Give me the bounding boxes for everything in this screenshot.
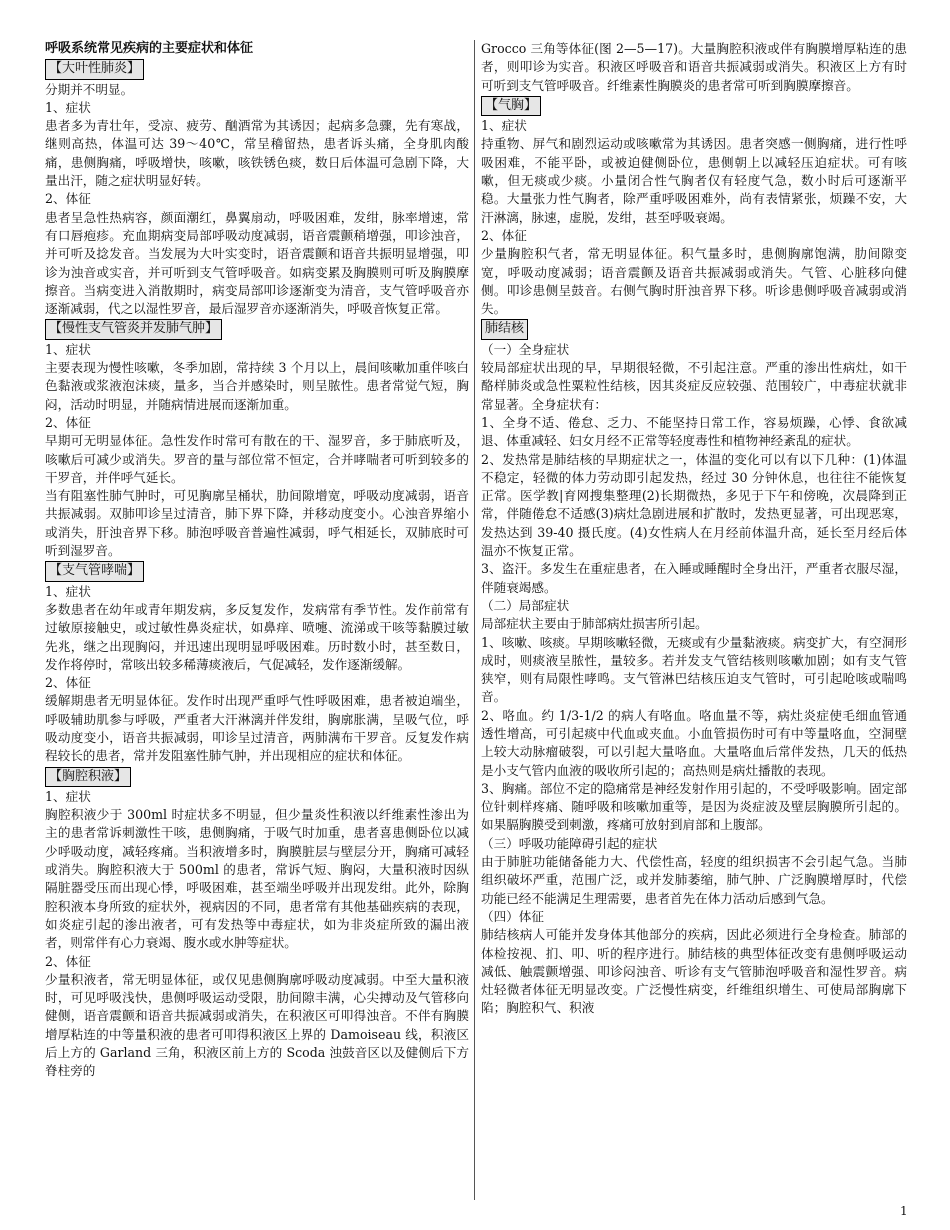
- paragraph: 2、体征: [481, 227, 527, 243]
- section-header: 肺结核: [481, 319, 528, 339]
- paragraph-row: [45, 806, 469, 952]
- section-header-row: [45, 58, 469, 80]
- paragraph-row: [481, 227, 907, 245]
- paragraph-row: [45, 692, 469, 765]
- paragraph: 2、咯血。约 1/3-1/2 的病人有咯血。咯血量不等，病灶炎症使毛细血管通透性增高，可引起痰中代血或夹血。小血管损伤时可有中等量咯血，空洞壁上较大动脉瘤破裂，可以引起大量咯血。大量咯血后常伴发热，几天的低热是小支气管内血液的吸收所引起的；高热则是病灶播散的表现。: [481, 707, 907, 778]
- paragraph: 1、全身不适、倦怠、乏力、不能坚持日常工作，容易烦躁，心悸、食欲减退、体重减轻、妇女月经不正常等轻度毒性和植物神经紊乱的症状。: [481, 414, 907, 449]
- paragraph: 1、症状: [45, 99, 91, 115]
- paragraph-row: [481, 341, 907, 359]
- paragraph: 2、体征: [45, 675, 91, 691]
- paragraph: 2、体征: [45, 414, 91, 430]
- right-column-content: [481, 40, 907, 1018]
- right-column: [481, 40, 907, 1200]
- paragraph-row: [481, 117, 907, 135]
- paragraph-row: [45, 81, 469, 99]
- paragraph: 胸腔积液少于 300ml 时症状多不明显，但少量炎性积液以纤维素性渗出为主的患者常诉刺激性干咳，患侧胸痛，于吸气时加重，患者喜患侧卧位以减少呼吸动度，减轻疼痛。当积液增多时，胸膜脏层与壁层分开，胸痛可减轻或消失。胸腔积液大于 500ml 的患者，常诉气短、胸闷，大量积液时因纵隔脏器受压而出现心悸，呼吸困难，甚至端坐呼吸并出现发绀。此外，除胸腔积液本身所致的症状外，视病因的不同，患者常有其他基础疾病的表现，如炎症引起的渗出液者，可有发热等中毒症状，如为非炎症所致的漏出液者，则常伴有心力衰竭、腹水或水肿等症状。: [45, 807, 469, 951]
- paragraph: 持重物、屏气和剧烈运动或咳嗽常为其诱因。患者突感一侧胸痛，进行性呼吸困难，不能平卧，或被迫健侧卧位，患侧朝上以减轻压迫症状。可有咳嗽，但无痰或少痰。小量闭合性气胸者仅有轻度气急，数小时后可逐渐平稳。大量张力性气胸者，除严重呼吸困难外，尚有表情紧张，烦躁不安，大汗淋漓，脉速，虚脱，发绀，甚至呼吸衰竭。: [481, 136, 907, 225]
- paragraph: 分期并不明显。: [45, 81, 134, 97]
- left-column-content: [45, 58, 469, 1080]
- paragraph: 1、症状: [481, 118, 527, 134]
- paragraph: 少量胸腔积气者，常无明显体征。积气量多时，患侧胸廓饱满，肋间隙变宽，呼吸动度减弱；语音震颤及语音共振减弱或消失。气管、心脏移向健侧。叩诊患侧呈鼓音。右侧气胸时肝浊音界下移。听诊患侧呼吸音减弱或消失。: [481, 246, 907, 317]
- paragraph: 2、体征: [45, 191, 91, 207]
- paragraph-row: [481, 908, 907, 926]
- paragraph-row: [45, 190, 469, 208]
- paragraph-row: [481, 780, 907, 835]
- paragraph-row: [481, 634, 907, 707]
- paragraph: 患者多为青壮年，受凉、疲劳、酗酒常为其诱因；起病多急骤，先有寒战，继则高热，体温可达 39～40℃，常呈稽留热，患者诉头痛，全身肌肉酸痛，患侧胸痛，呼吸增快，咳嗽，咳铁锈色痰，数日后体温可急剧下降，大量出汗，随之症状明显好转。: [45, 118, 469, 189]
- section-header: 【气胸】: [481, 96, 541, 116]
- paragraph-row: [45, 788, 469, 806]
- paragraph: Grocco 三角等体征(图 2—5—17)。大量胸腔积液或伴有胸膜增厚粘连的患者，则叩诊为实音。积液区呼吸音和语音共振减弱或消失。积液区上方有时可听到支气管呼吸音。纤维素性胸膜炎的患者常可听到胸膜摩擦音。: [481, 41, 907, 93]
- paragraph-row: [45, 414, 469, 432]
- paragraph: 缓解期患者无明显体征。发作时出现严重呼气性呼吸困难，患者被迫端坐，呼吸辅助肌参与呼吸，严重者大汗淋漓并伴发绀，胸廓胀满，呈吸气位，呼吸动度变小，语音共振减弱，叩诊呈过清音，两肺满布干罗音。反复发作病程较长的患者，常并发阻塞性肺气肿，并出现相应的症状和体征。: [45, 693, 469, 764]
- paragraph: （一）全身症状: [481, 341, 570, 357]
- paragraph-row: [481, 926, 907, 1017]
- section-header: 【慢性支气管炎并发肺气肿】: [45, 319, 222, 339]
- paragraph: 1、症状: [45, 788, 91, 804]
- paragraph: 局部症状主要由于肺部病灶损害所引起。: [481, 616, 708, 632]
- paragraph: 1、咳嗽、咳痰。早期咳嗽轻微，无痰或有少量黏液痰。病变扩大，有空洞形成时，则痰液呈脓性，量较多。若并发支气管结核则咳嗽加剧；如有支气管狭窄，则有局限性哮鸣。支气管淋巴结核压迫支气管时，可引起呛咳或喘鸣音。: [481, 634, 907, 705]
- paragraph-row: [481, 451, 907, 561]
- paragraph-row: [481, 560, 907, 597]
- paragraph: 多数患者在幼年或青年期发病，多反复发作，发病常有季节性。发作前常有过敏原接触史，或过敏性鼻炎症状，如鼻痒、喷嚏、流涕或干咳等黏膜过敏先兆，继之出现胸闷，并迅速出现明显呼吸困难。历时数小时，甚至数日，发作将停时，常咳出较多稀薄痰液后，气促减轻，发作逐渐缓解。: [45, 601, 469, 672]
- section-header-row: [45, 318, 469, 340]
- paragraph: 由于肺脏功能储备能力大、代偿性高，轻度的组织损害不会引起气急。当肺组织破坏严重，范围广泛，或并发肺萎缩，肺气肿、广泛胸膜增厚时，代偿功能已经不能满足生理需要，患者首先在体力活动后感到气急。: [481, 854, 907, 906]
- paragraph-row: [481, 245, 907, 318]
- section-header: 【支气管哮喘】: [45, 561, 144, 581]
- paragraph-row: [481, 597, 907, 615]
- paragraph: （三）呼吸功能障碍引起的症状: [481, 835, 658, 851]
- column-divider: [474, 40, 475, 1200]
- section-header: 【大叶性肺炎】: [45, 59, 144, 79]
- paragraph-row: [45, 487, 469, 560]
- paragraph: 当有阻塞性肺气肿时，可见胸廓呈桶状，肋间隙增宽，呼吸动度减弱，语音共振减弱。双肺叩诊呈过清音，肺下界下降，并移动度变小。心浊音界缩小或消失，肝浊音界下移。肺泡呼吸音普遍性减弱，呼气相延长，双肺底时可听到湿罗音。: [45, 488, 469, 559]
- paragraph: 肺结核病人可能并发身体其他部分的疾病，因此必须进行全身检查。肺部的体检按视、扪、叩、听的程序进行。肺结核的典型体征改变有患侧呼吸运动减低、触震颤增强、叩诊闷浊音、听诊有支气管肺泡呼吸音和湿性罗音。病灶轻微者体征无明显改变。广泛慢性病变，纤维组织增生、可使局部胸廓下陷；胸腔积气、积液: [481, 927, 907, 1016]
- paragraph-row: [481, 853, 907, 908]
- paragraph-row: [45, 359, 469, 414]
- paragraph-row: [45, 601, 469, 674]
- paragraph-row: [45, 674, 469, 692]
- paragraph-row: [481, 135, 907, 226]
- paragraph-row: [45, 432, 469, 487]
- paragraph: （四）体征: [481, 908, 544, 924]
- paragraph: 少量积液者，常无明显体征，或仅见患侧胸廓呼吸动度减弱。中至大量积液时，可见呼吸浅快，患侧呼吸运动受限，肋间隙丰满，心尖搏动及气管移向健侧，语音震颤和语音共振减弱或消失，在积液区可叩得浊音。不伴有胸膜增厚粘连的中等量积液的患者可叩得积液区上界的 Damoiseau 线，积液区后上方的 Garland 三角，积液区前上方的 Scoda 浊鼓音区以及健侧后下方脊柱旁的: [45, 971, 469, 1079]
- paragraph-row: [45, 209, 469, 319]
- paragraph: （二）局部症状: [481, 597, 570, 613]
- section-header-row: [45, 560, 469, 582]
- document-title: 呼吸系统常见疾病的主要症状和体征: [45, 41, 254, 56]
- paragraph-row: [481, 414, 907, 451]
- paragraph-row: [481, 707, 907, 780]
- paragraph-row: [45, 953, 469, 971]
- section-header: 【胸腔积液】: [45, 767, 131, 787]
- left-column: [45, 40, 469, 1200]
- paragraph: 1、症状: [45, 583, 91, 599]
- section-header-row: [481, 95, 907, 117]
- paragraph: 早期可无明显体征。急性发作时常可有散在的干、湿罗音，多于肺底听及，咳嗽后可减少或消失。罗音的量与部位常不恒定，合并哮喘者可听到较多的干罗音，并伴呼气延长。: [45, 433, 469, 485]
- paragraph: 1、症状: [45, 341, 91, 357]
- paragraph: 较局部症状出现的早，早期很轻微，不引起注意。严重的渗出性病灶，如干酪样肺炎或急性粟粒性结核，因其炎症反应较强、范围较广，中毒症状就非常显著。全身症状有：: [481, 360, 907, 412]
- section-header-row: [481, 318, 907, 340]
- paragraph-row: [45, 583, 469, 601]
- paragraph-row: [45, 99, 469, 117]
- paragraph-row: [481, 615, 907, 633]
- page-number: 1: [900, 1204, 908, 1218]
- paragraph: 3、胸痛。部位不定的隐痛常是神经发射作用引起的，不受呼吸影响。固定部位针刺样疼痛、随呼吸和咳嗽加重等，是因为炎症波及壁层胸膜所引起的。如果膈胸膜受到刺激，疼痛可放射到肩部和上腹部。: [481, 780, 907, 833]
- paragraph-row: [45, 117, 469, 190]
- paragraph: 主要表现为慢性咳嗽，冬季加剧，常持续 3 个月以上，晨间咳嗽加重伴咳白色黏液或浆液泡沫痰，量多，当合并感染时，则呈脓性。患者常觉气短，胸闷，活动时明显，并随病情进展而逐渐加重。: [45, 360, 469, 412]
- paragraph: 患者呈急性热病容，颜面潮红，鼻翼扇动，呼吸困难，发绀，脉率增速，常有口唇疱疹。充血期病变局部呼吸动度减弱，语音震颤稍增强，叩诊浊音，并可听及捻发音。当发展为大叶实变时，语音震颤和语音共振明显增强，叩诊为浊音或实音，并可听到支气管呼吸音。如病变累及胸膜则可听及胸膜摩擦音。当病变进入消散期时，病变局部叩诊逐渐变为清音，支气管呼吸音亦逐渐减弱，代之以湿性罗音，最后湿罗音亦逐渐消失，呼吸音恢复正常。: [45, 209, 469, 317]
- paragraph-row: [45, 341, 469, 359]
- paragraph: 2、发热常是肺结核的早期症状之一，体温的变化可以有以下几种：(1)体温不稳定，轻微的体力劳动即引起发热，经过 30 分钟休息，也往往不能恢复正常。医学教|育网搜集整理(2)长期微热，多见于下午和傍晚，次晨降到正常，伴随倦怠不适感(3)病灶急剧进展和扩散时，发热更显著，可出现恶寒，发热达到 39-40 摄氏度。(4)女性病人在月经前体温升高，延长至月经后体温亦不恢复正常。: [481, 451, 907, 559]
- paragraph-row: [481, 835, 907, 853]
- paragraph: 2、体征: [45, 953, 91, 969]
- section-header-row: [45, 766, 469, 788]
- paragraph-row: [45, 971, 469, 1081]
- paragraph: 3、盗汗。多发生在重症患者，在入睡或睡醒时全身出汗，严重者衣服尽湿，伴随衰竭感。: [481, 561, 907, 595]
- paragraph-row: [481, 359, 907, 414]
- paragraph-row: [481, 40, 907, 95]
